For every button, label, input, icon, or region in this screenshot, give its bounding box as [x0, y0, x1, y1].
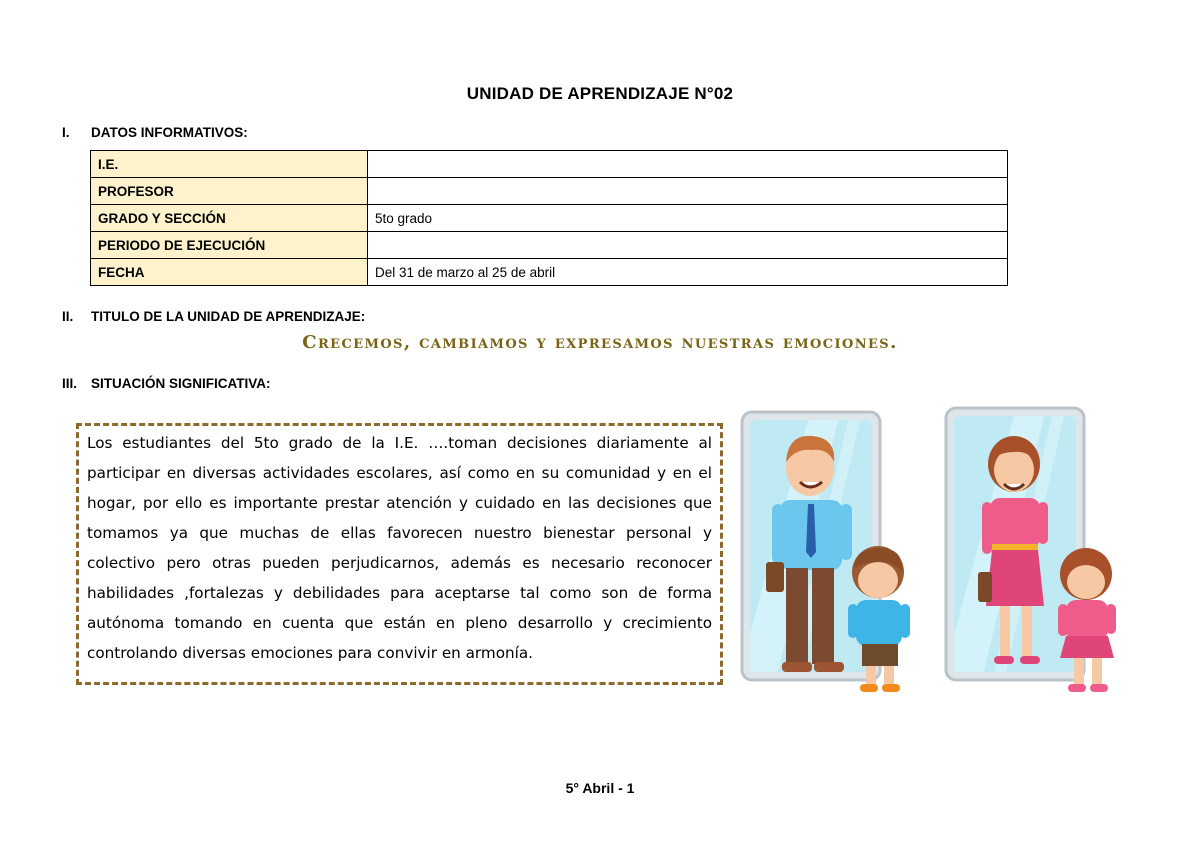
table-row: [91, 151, 1008, 178]
section-2-heading: [62, 309, 365, 324]
profesor-label: PROFESOR: [91, 178, 368, 205]
situation-text-box: Los estudiantes del 5to grado de la I.E. ….toman decisiones diariamente al participar en diversas actividades escolares, así como en su comunidad y en el hogar, por ello es importante prestar atención y cuidado en las decisiones que tomamos ya que muchas de ellas favorecen nuestro bienestar personal y colectivo pero otras pueden perjudicarnos, además es necesario reconocer habilidades ,fortalezas y debilidades para aceptarse tal como son de forma autónoma tomando en cuenta que están en pleno desarrollo y crecimiento controlando diversas emociones para convivir en armonía.: [76, 423, 723, 685]
section-1-heading-text: DATOS INFORMATIVOS:: [91, 125, 248, 140]
unit-title: Crecemos, cambiamos y expresamos nuestras emociones.: [302, 332, 898, 353]
periodo-label: PERIODO DE EJECUCIÓN: [91, 232, 368, 259]
mirror-illustration: [738, 404, 1118, 704]
periodo-value: [368, 232, 1008, 259]
ie-value: [368, 151, 1008, 178]
section-1-number: I.: [62, 125, 70, 140]
table-row: [91, 178, 1008, 205]
section-3-heading-text: SITUACIÓN SIGNIFICATIVA:: [91, 376, 271, 391]
document-title: UNIDAD DE APRENDIZAJE N°02: [466, 84, 734, 103]
table-row: [91, 205, 1008, 232]
page-footer: 5° Abril - 1: [565, 780, 635, 796]
table-row: [91, 259, 1008, 286]
profesor-value: [368, 178, 1008, 205]
section-3-number: III.: [62, 376, 78, 391]
fecha-value: Del 31 de marzo al 25 de abril: [368, 259, 1008, 286]
info-table: [90, 150, 1008, 286]
section-2-heading-text: TITULO DE LA UNIDAD DE APRENDIZAJE:: [91, 309, 366, 324]
grado-value: 5to grado: [368, 205, 1008, 232]
section-2-number: II.: [62, 309, 74, 324]
fecha-label: FECHA: [91, 259, 368, 286]
grado-label: GRADO Y SECCIÓN: [91, 205, 368, 232]
ie-label: I.E.: [91, 151, 368, 178]
section-1-heading: [62, 125, 248, 140]
section-3-heading: [62, 376, 271, 391]
table-row: [91, 232, 1008, 259]
